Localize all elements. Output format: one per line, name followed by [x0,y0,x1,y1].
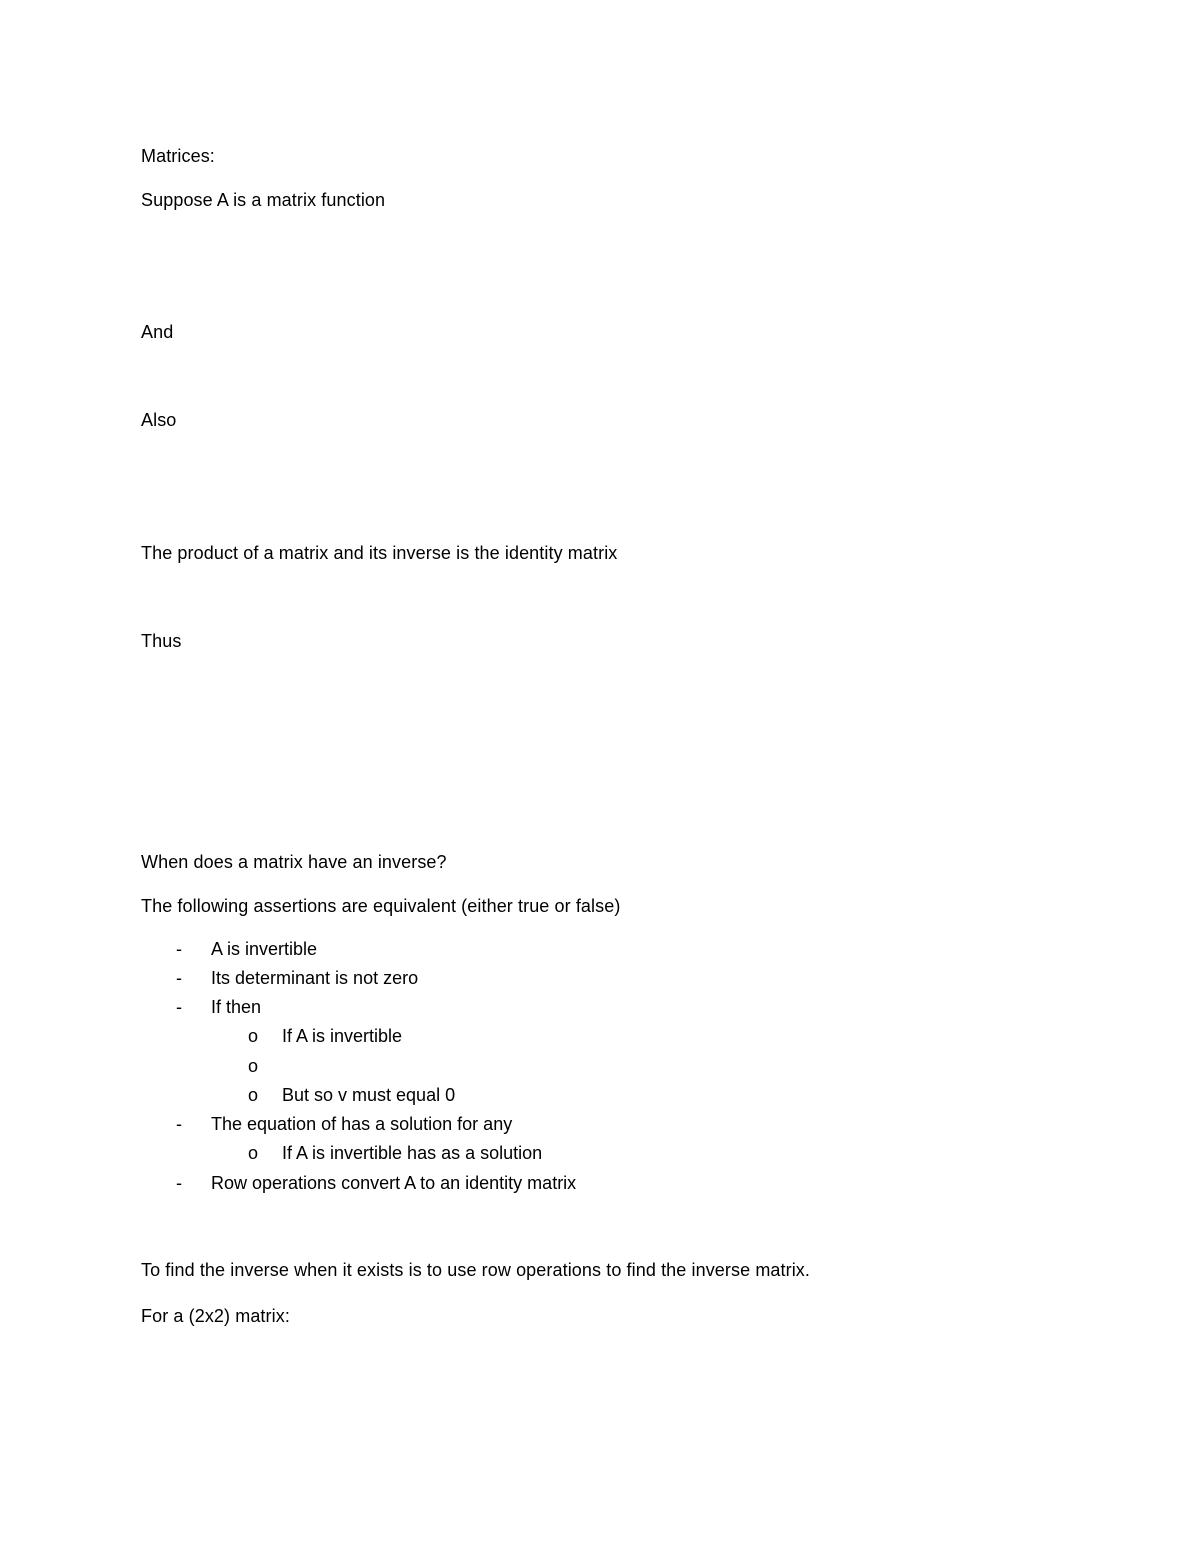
sub-assertion-solution: If A is invertible has as a solution [282,1143,543,1163]
heading-matrices: Matrices: [141,146,215,166]
circle-bullet: o [248,1143,259,1163]
sub-assertion-invertible: If A is invertible [282,1026,403,1046]
assertion-determinant: Its determinant is not zero [211,968,419,988]
assertion-invertible: A is invertible [211,939,318,959]
circle-bullet: o [248,1026,259,1046]
product-statement: The product of a matrix and its inverse is the identity matrix [141,543,618,563]
circle-bullet: o [248,1085,259,1105]
intro-text: Suppose A is a matrix function [141,190,386,210]
also-label: Also [141,410,177,430]
two-by-two-heading: For a (2x2) matrix: [141,1306,290,1326]
and-label: And [141,322,174,342]
dash-bullet: - [176,1114,182,1134]
circle-bullet: o [248,1056,259,1076]
thus-label: Thus [141,631,182,651]
question-heading: When does a matrix have an inverse? [141,852,447,872]
assertion-row-operations: Row operations convert A to an identity matrix [211,1173,577,1193]
dash-bullet: - [176,997,182,1017]
assertion-if-then: If then [211,997,262,1017]
sub-assertion-v-zero: But so v must equal 0 [282,1085,456,1105]
find-inverse-text: To find the inverse when it exists is to use row operations to find the inverse matrix. [141,1260,811,1280]
assertions-intro: The following assertions are equivalent (either true or false) [141,896,621,916]
dash-bullet: - [176,968,182,988]
assertion-equation: The equation of has a solution for any [211,1114,513,1134]
dash-bullet: - [176,939,182,959]
dash-bullet: - [176,1173,182,1193]
